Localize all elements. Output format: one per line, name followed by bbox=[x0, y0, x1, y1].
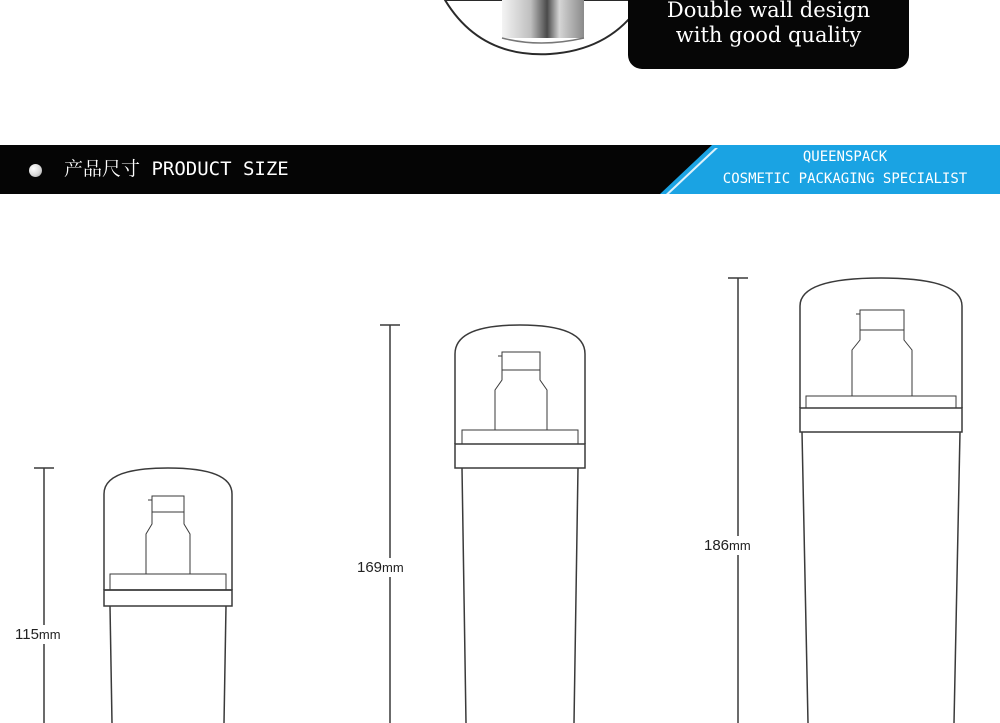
brand-name: QUEENSPACK bbox=[802, 149, 888, 165]
height-label-medium bbox=[355, 558, 406, 577]
bottle-large bbox=[728, 278, 962, 723]
feature-callout-region bbox=[0, 0, 1000, 140]
callout-line-1: Double wall design bbox=[666, 0, 871, 22]
height-value-medium: 169 bbox=[357, 559, 383, 576]
bottle-small bbox=[34, 468, 232, 723]
callout-line-2: with good quality bbox=[675, 23, 862, 47]
height-unit-large: mm bbox=[729, 538, 751, 553]
lens-detail-image bbox=[440, 0, 640, 60]
height-value-large: 186 bbox=[704, 537, 730, 554]
height-label-large bbox=[702, 536, 753, 555]
bullet-dot-icon bbox=[29, 164, 42, 177]
bottle-medium bbox=[380, 325, 585, 723]
height-label-small bbox=[13, 625, 63, 644]
height-unit-medium: mm bbox=[382, 560, 404, 575]
height-unit-small: mm bbox=[38, 627, 61, 642]
product-size-diagram bbox=[0, 194, 1000, 723]
brand-tagline: COSMETIC PACKAGING SPECIALIST bbox=[722, 171, 968, 187]
feature-callout-box bbox=[628, 0, 909, 69]
height-value-small: 115 bbox=[15, 626, 39, 643]
section-title: 产品尺寸 PRODUCT SIZE bbox=[64, 158, 289, 180]
